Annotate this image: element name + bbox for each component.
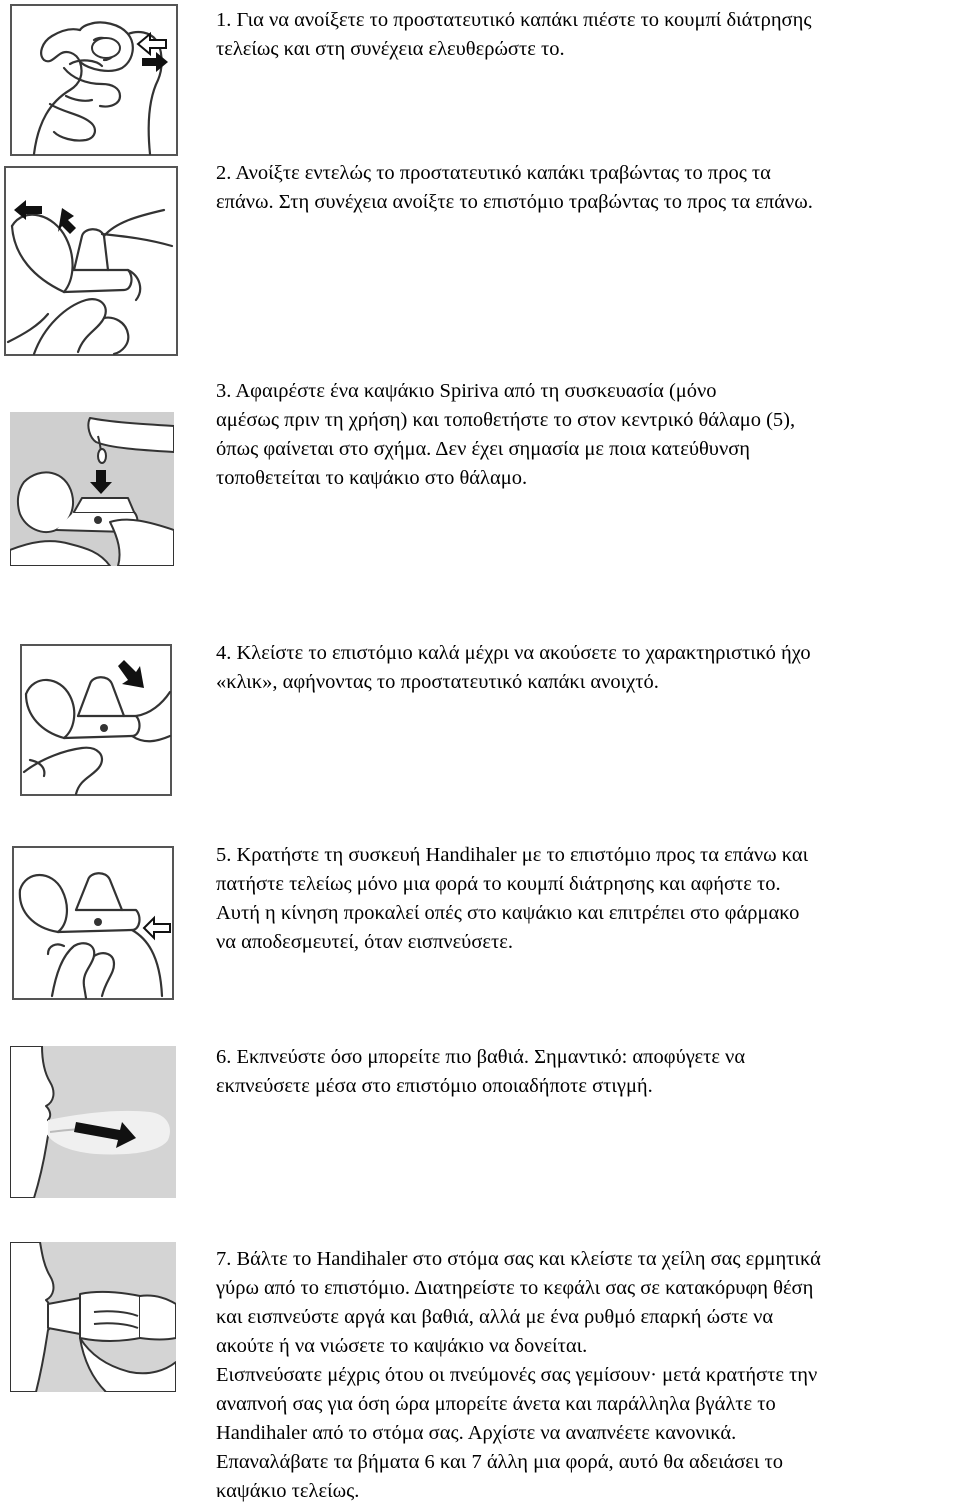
step-3-line: όπως φαίνεται στο σχήμα. Δεν έχει σημασία με ποια κατεύθυνση xyxy=(216,438,750,460)
step-1-line: 1. Για να ανοίξετε το προστατευτικό καπάκι πιέστε το κουμπί διάτρησης xyxy=(216,9,812,31)
step-7-line: γύρω από το επιστόμιο. Διατηρείστε το κεφάλι σας σε κατακόρυφη θέση xyxy=(216,1277,814,1299)
step-5-line: 5. Κρατήστε τη συσκευή Handihaler με το επιστόμιο προς τα επάνω και xyxy=(216,844,809,866)
step-4-text xyxy=(216,639,956,697)
step-7-line: Επαναλάβατε τα βήματα 6 και 7 άλλη μια φορά, αυτό θα αδειάσει το xyxy=(216,1451,784,1473)
step-2-text xyxy=(216,159,956,217)
step-4-line: 4. Κλείστε το επιστόμιο καλά μέχρι να ακούσετε το χαρακτηριστικό ήχο xyxy=(216,642,811,664)
step-7-line: Εισπνεύσατε μέχρις ότου οι πνεύμονές σας γεμίσουν· μετά κρατήστε την xyxy=(216,1364,818,1386)
step-3-illustration xyxy=(10,412,174,566)
step-7-illustration xyxy=(10,1242,176,1392)
step-2-illustration xyxy=(4,166,178,356)
step-1-line: τελείως και στη συνέχεια ελευθερώστε το. xyxy=(216,38,565,60)
step-1-illustration xyxy=(10,4,178,156)
step-3-text xyxy=(216,377,956,493)
step-1-text xyxy=(216,6,956,64)
step-7-line: αναπνοή σας για όση ώρα μπορείτε άνετα και παράλληλα βγάλτε το xyxy=(216,1393,776,1415)
step-5-text xyxy=(216,841,956,957)
step-4-line: «κλικ», αφήνοντας το προστατευτικό καπάκι ανοιχτό. xyxy=(216,671,659,693)
step-7-text xyxy=(216,1245,956,1506)
step-5-line: πατήστε τελείως μόνο μια φορά το κουμπί διάτρησης και αφήστε το. xyxy=(216,873,781,895)
step-7-line: ακούτε ή να νιώσετε το καψάκιο να δονείται. xyxy=(216,1335,588,1357)
step-5-illustration xyxy=(12,846,174,1000)
step-5-line: να αποδεσμευτεί, όταν εισπνεύσετε. xyxy=(216,931,513,953)
step-3-line: 3. Αφαιρέστε ένα καψάκιο Spiriva από τη συσκευασία (μόνο xyxy=(216,380,717,402)
step-6-text xyxy=(216,1043,956,1101)
step-3-line: αμέσως πριν τη χρήση) και τοποθετήστε το στον κεντρικό θάλαμο (5), xyxy=(216,409,796,431)
step-3-line: τοποθετείται το καψάκιο στο θάλαμο. xyxy=(216,467,528,489)
step-7-line: και εισπνεύστε αργά και βαθιά, αλλά με ένα ρυθμό επαρκή ώστε να xyxy=(216,1306,774,1328)
step-6-illustration xyxy=(10,1046,176,1198)
step-5-line: Αυτή η κίνηση προκαλεί οπές στο καψάκιο και επιτρέπει στο φάρμακο xyxy=(216,902,800,924)
step-7-line: 7. Βάλτε το Handihaler στο στόμα σας και κλείστε τα χείλη σας ερμητικά xyxy=(216,1248,821,1270)
step-7-line: Handihaler από το στόμα σας. Αρχίστε να αναπνέετε κανονικά. xyxy=(216,1422,737,1444)
step-2-line: 2. Ανοίξτε εντελώς το προστατευτικό καπάκι τραβώντας το προς τα xyxy=(216,162,771,184)
step-2-line: επάνω. Στη συνέχεια ανοίξτε το επιστόμιο τραβώντας το προς τα επάνω. xyxy=(216,191,813,213)
step-6-line: 6. Εκπνεύστε όσο μπορείτε πιο βαθιά. Σημαντικό: αποφύγετε να xyxy=(216,1046,746,1068)
step-4-illustration xyxy=(20,644,172,796)
step-6-line: εκπνεύσετε μέσα στο επιστόμιο οποιαδήποτε στιγμή. xyxy=(216,1075,653,1097)
step-7-line: καψάκιο τελείως. xyxy=(216,1480,360,1502)
